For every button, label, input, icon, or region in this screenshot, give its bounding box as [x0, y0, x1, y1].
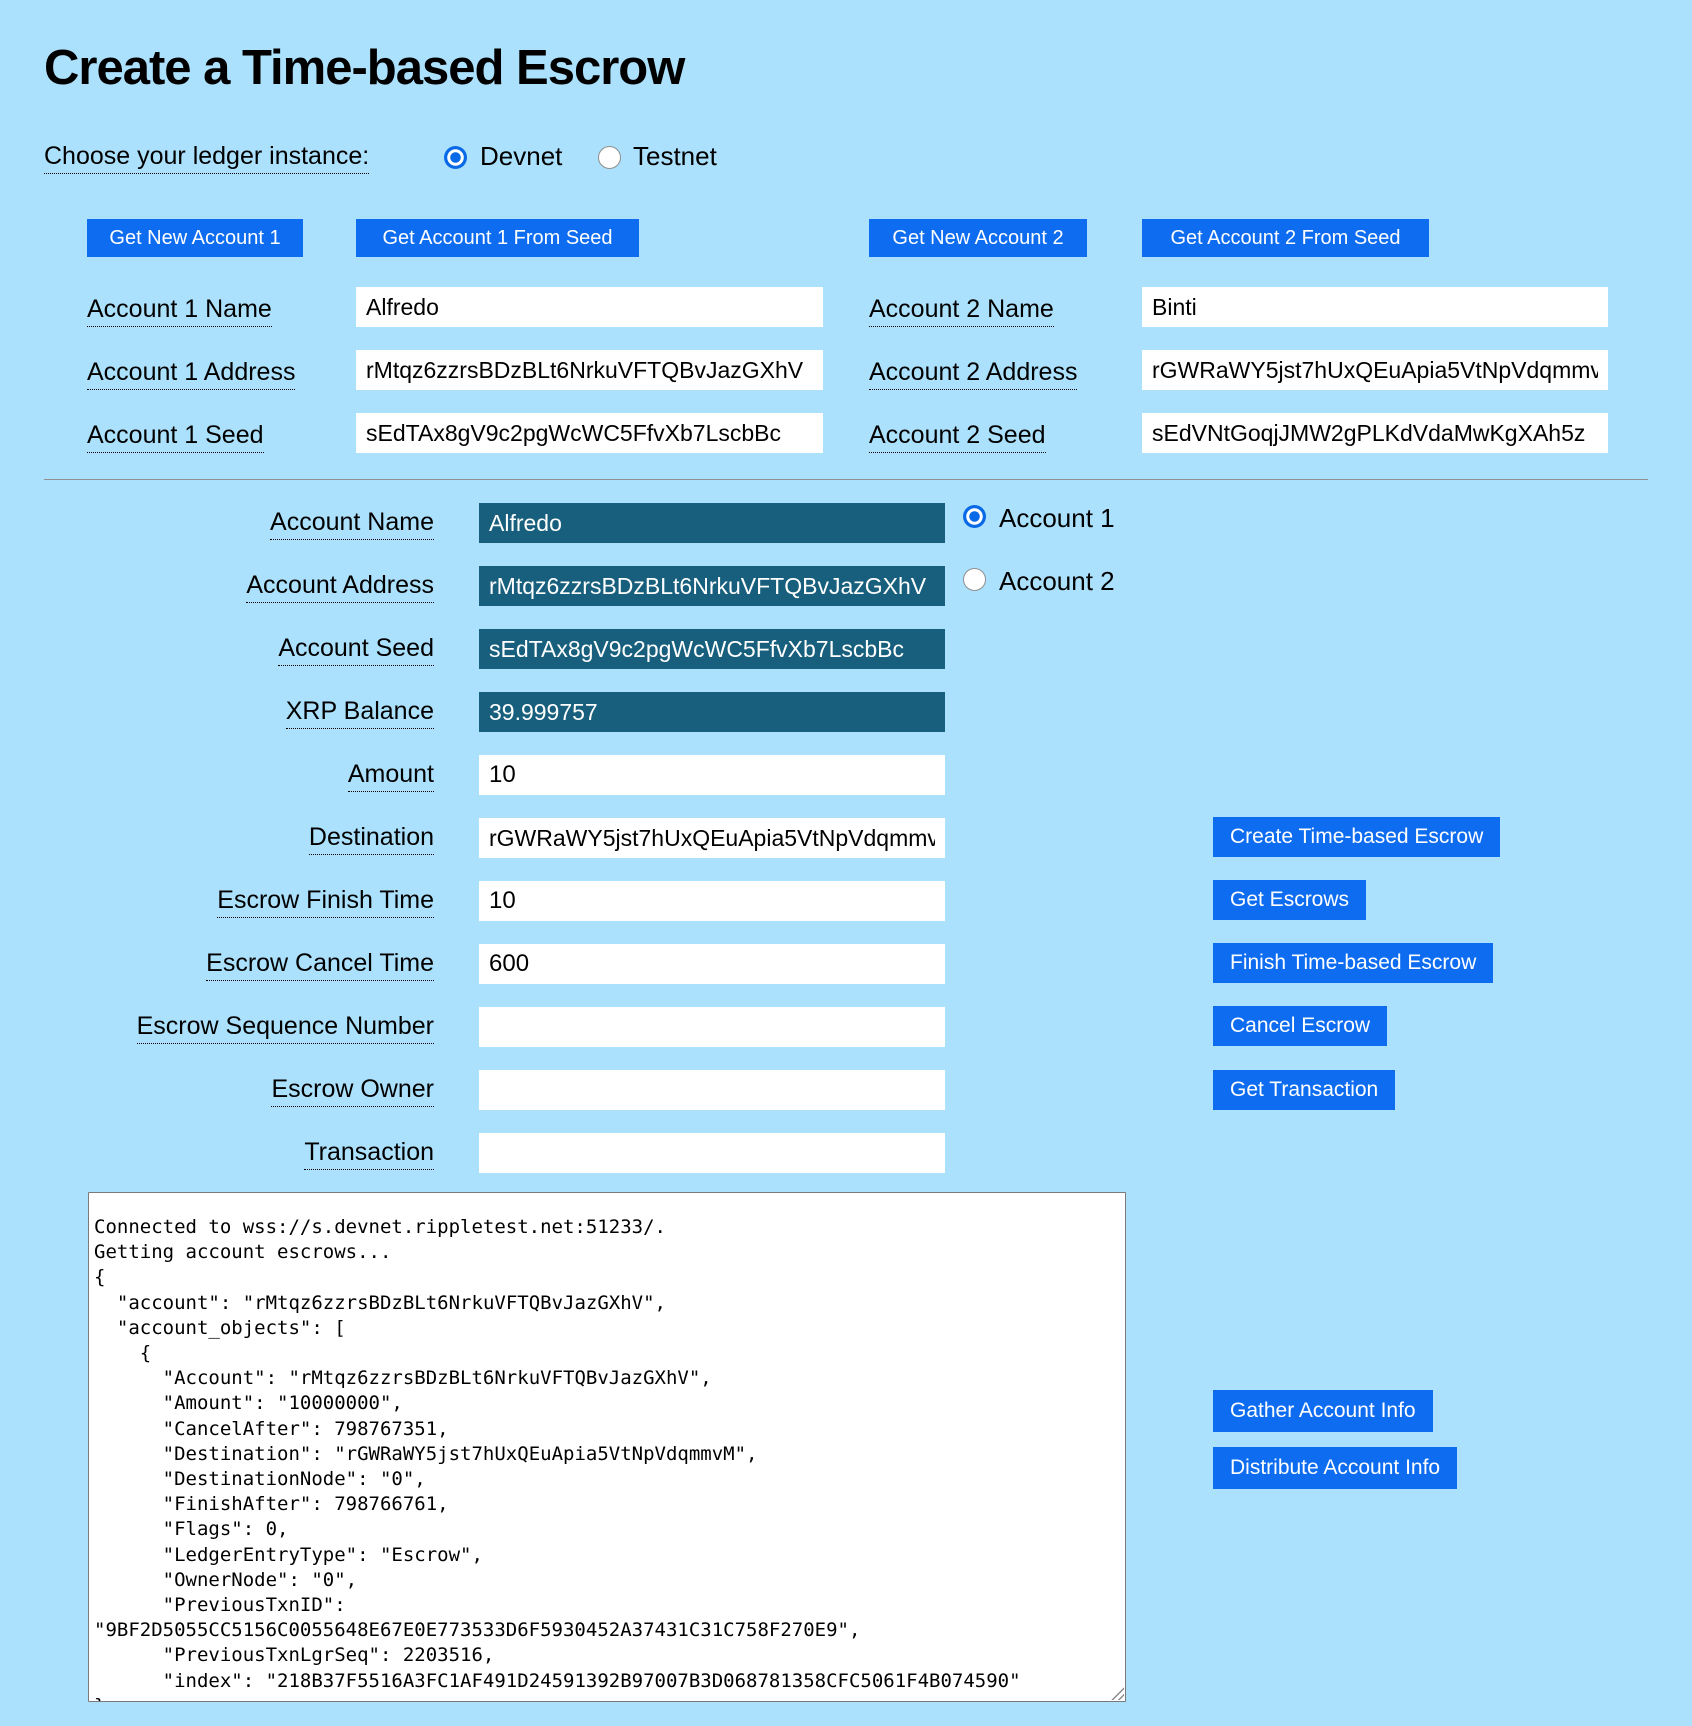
- page-title: Create a Time-based Escrow: [44, 41, 685, 95]
- escrow-sequence-number-input[interactable]: [479, 1007, 945, 1047]
- escrow-owner-input[interactable]: [479, 1070, 945, 1110]
- get-new-account-2-button[interactable]: Get New Account 2: [869, 219, 1087, 257]
- distribute-account-info-button[interactable]: Distribute Account Info: [1213, 1447, 1457, 1489]
- escrow-sequence-number-label: Escrow Sequence Number: [44, 1012, 434, 1041]
- gather-account-info-button[interactable]: Gather Account Info: [1213, 1390, 1433, 1432]
- account-2-name-input[interactable]: [1142, 287, 1608, 327]
- amount-input[interactable]: [479, 755, 945, 795]
- account-seed-field[interactable]: [479, 629, 945, 669]
- escrow-finish-time-label: Escrow Finish Time: [44, 886, 434, 915]
- account-2-seed-input[interactable]: [1142, 413, 1608, 453]
- cancel-escrow-button[interactable]: Cancel Escrow: [1213, 1006, 1387, 1046]
- ledger-instance-label: Choose your ledger instance:: [44, 142, 369, 171]
- account-1-seed-label: Account 1 Seed: [87, 421, 264, 450]
- account-2-seed-label: Account 2 Seed: [869, 421, 1046, 450]
- amount-label: Amount: [44, 760, 434, 789]
- create-time-based-escrow-button[interactable]: Create Time-based Escrow: [1213, 817, 1500, 857]
- transaction-label: Transaction: [44, 1138, 434, 1167]
- destination-label: Destination: [44, 823, 434, 852]
- account-1-radio-label[interactable]: Account 1: [999, 503, 1115, 533]
- get-new-account-1-button[interactable]: Get New Account 1: [87, 219, 303, 257]
- results-console[interactable]: [88, 1192, 1126, 1702]
- account-1-name-label: Account 1 Name: [87, 295, 272, 324]
- escrow-cancel-time-input[interactable]: [479, 944, 945, 984]
- escrow-owner-label: Escrow Owner: [44, 1075, 434, 1104]
- account-1-address-input[interactable]: [356, 350, 823, 390]
- escrow-cancel-time-label: Escrow Cancel Time: [44, 949, 434, 978]
- account-1-seed-input[interactable]: [356, 413, 823, 453]
- get-account-1-from-seed-button[interactable]: Get Account 1 From Seed: [356, 219, 639, 257]
- transaction-input[interactable]: [479, 1133, 945, 1173]
- account-2-address-label: Account 2 Address: [869, 358, 1077, 387]
- account-address-label: Account Address: [44, 571, 434, 600]
- devnet-radio[interactable]: [444, 146, 467, 169]
- escrow-finish-time-input[interactable]: [479, 881, 945, 921]
- account-seed-label: Account Seed: [44, 634, 434, 663]
- account-2-address-input[interactable]: [1142, 350, 1608, 390]
- testnet-radio[interactable]: [598, 146, 621, 169]
- account-2-radio[interactable]: [963, 568, 986, 591]
- account-2-radio-label[interactable]: Account 2: [999, 566, 1115, 596]
- section-divider: [44, 479, 1648, 480]
- account-2-name-label: Account 2 Name: [869, 295, 1054, 324]
- devnet-radio-label[interactable]: Devnet: [480, 141, 563, 171]
- get-account-2-from-seed-button[interactable]: Get Account 2 From Seed: [1142, 219, 1429, 257]
- account-1-name-input[interactable]: [356, 287, 823, 327]
- account-1-radio[interactable]: [963, 505, 986, 528]
- get-escrows-button[interactable]: Get Escrows: [1213, 880, 1366, 920]
- destination-input[interactable]: [479, 818, 945, 858]
- testnet-radio-label[interactable]: Testnet: [633, 141, 717, 171]
- account-1-address-label: Account 1 Address: [87, 358, 295, 387]
- finish-time-based-escrow-button[interactable]: Finish Time-based Escrow: [1213, 943, 1493, 983]
- account-name-label: Account Name: [44, 508, 434, 537]
- account-name-field[interactable]: [479, 503, 945, 543]
- account-address-field[interactable]: [479, 566, 945, 606]
- xrp-balance-label: XRP Balance: [44, 697, 434, 726]
- get-transaction-button[interactable]: Get Transaction: [1213, 1070, 1395, 1110]
- xrp-balance-field[interactable]: [479, 692, 945, 732]
